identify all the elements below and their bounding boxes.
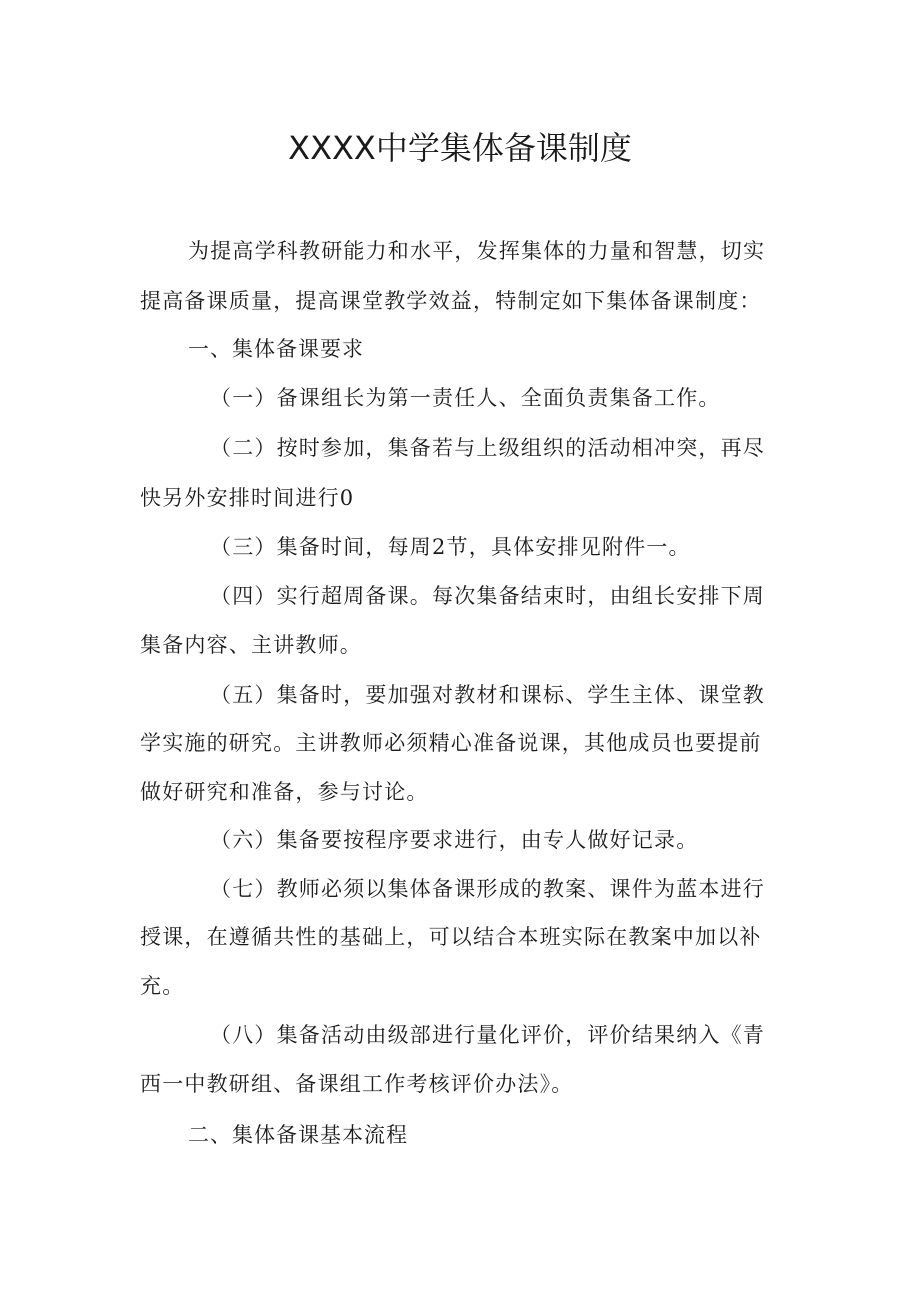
item-8-line-1: （八）集备活动由级部进行量化评价，评价结果纳入《青 — [210, 1023, 765, 1047]
item-7-line-3: 充。 — [140, 974, 185, 998]
item-8-line-2: 西一中教研组、备课组工作考核评价办法》。 — [140, 1072, 574, 1096]
item-7-line-1: （七）教师必须以集体备课形成的教案、课件为蓝本进行 — [210, 877, 765, 901]
item-7-line-2: 授课，在遵循共性的基础上，可以结合本班实际在教案中加以补 — [140, 925, 762, 949]
item-5-line-2: 学实施的研究。主讲教师必须精心准备说课，其他成员也要提前 — [140, 731, 762, 755]
item-6-line-1: （六）集备要按程序要求进行，由专人做好记录。 — [210, 828, 699, 852]
item-2-line-1: （二）按时参加，集备若与上级组织的活动相冲突，再尽 — [210, 436, 765, 460]
item-5-line-1: （五）集备时，要加强对教材和课标、学生主体、课堂教 — [210, 683, 765, 707]
item-2-line-2: 快另外安排时间进行0 — [140, 486, 355, 510]
document-title: XXXX中学集体备课制度 — [288, 129, 632, 167]
intro-line-1: 为提高学科教研能力和水平，发挥集体的力量和智慧，切实 — [188, 239, 766, 263]
item-3-line-1: （三）集备时间，每周2节，具体安排见附件一。 — [210, 535, 691, 559]
section-heading-2: 二、集体备课基本流程 — [188, 1123, 408, 1147]
item-5-line-3: 做好研究和准备，参与讨论。 — [140, 780, 429, 804]
item-1-line-1: （一）备课组长为第一责任人、全面负责集备工作。 — [210, 386, 721, 410]
item-4-line-2: 集备内容、主讲教师。 — [140, 633, 362, 657]
item-4-line-1: （四）实行超周备课。每次集备结束时，由组长安排下周 — [210, 584, 765, 608]
section-heading-1: 一、集体备课要求 — [188, 337, 364, 361]
intro-line-2: 提高备课质量，提高课堂教学效益，特制定如下集体备课制度： — [140, 289, 762, 313]
